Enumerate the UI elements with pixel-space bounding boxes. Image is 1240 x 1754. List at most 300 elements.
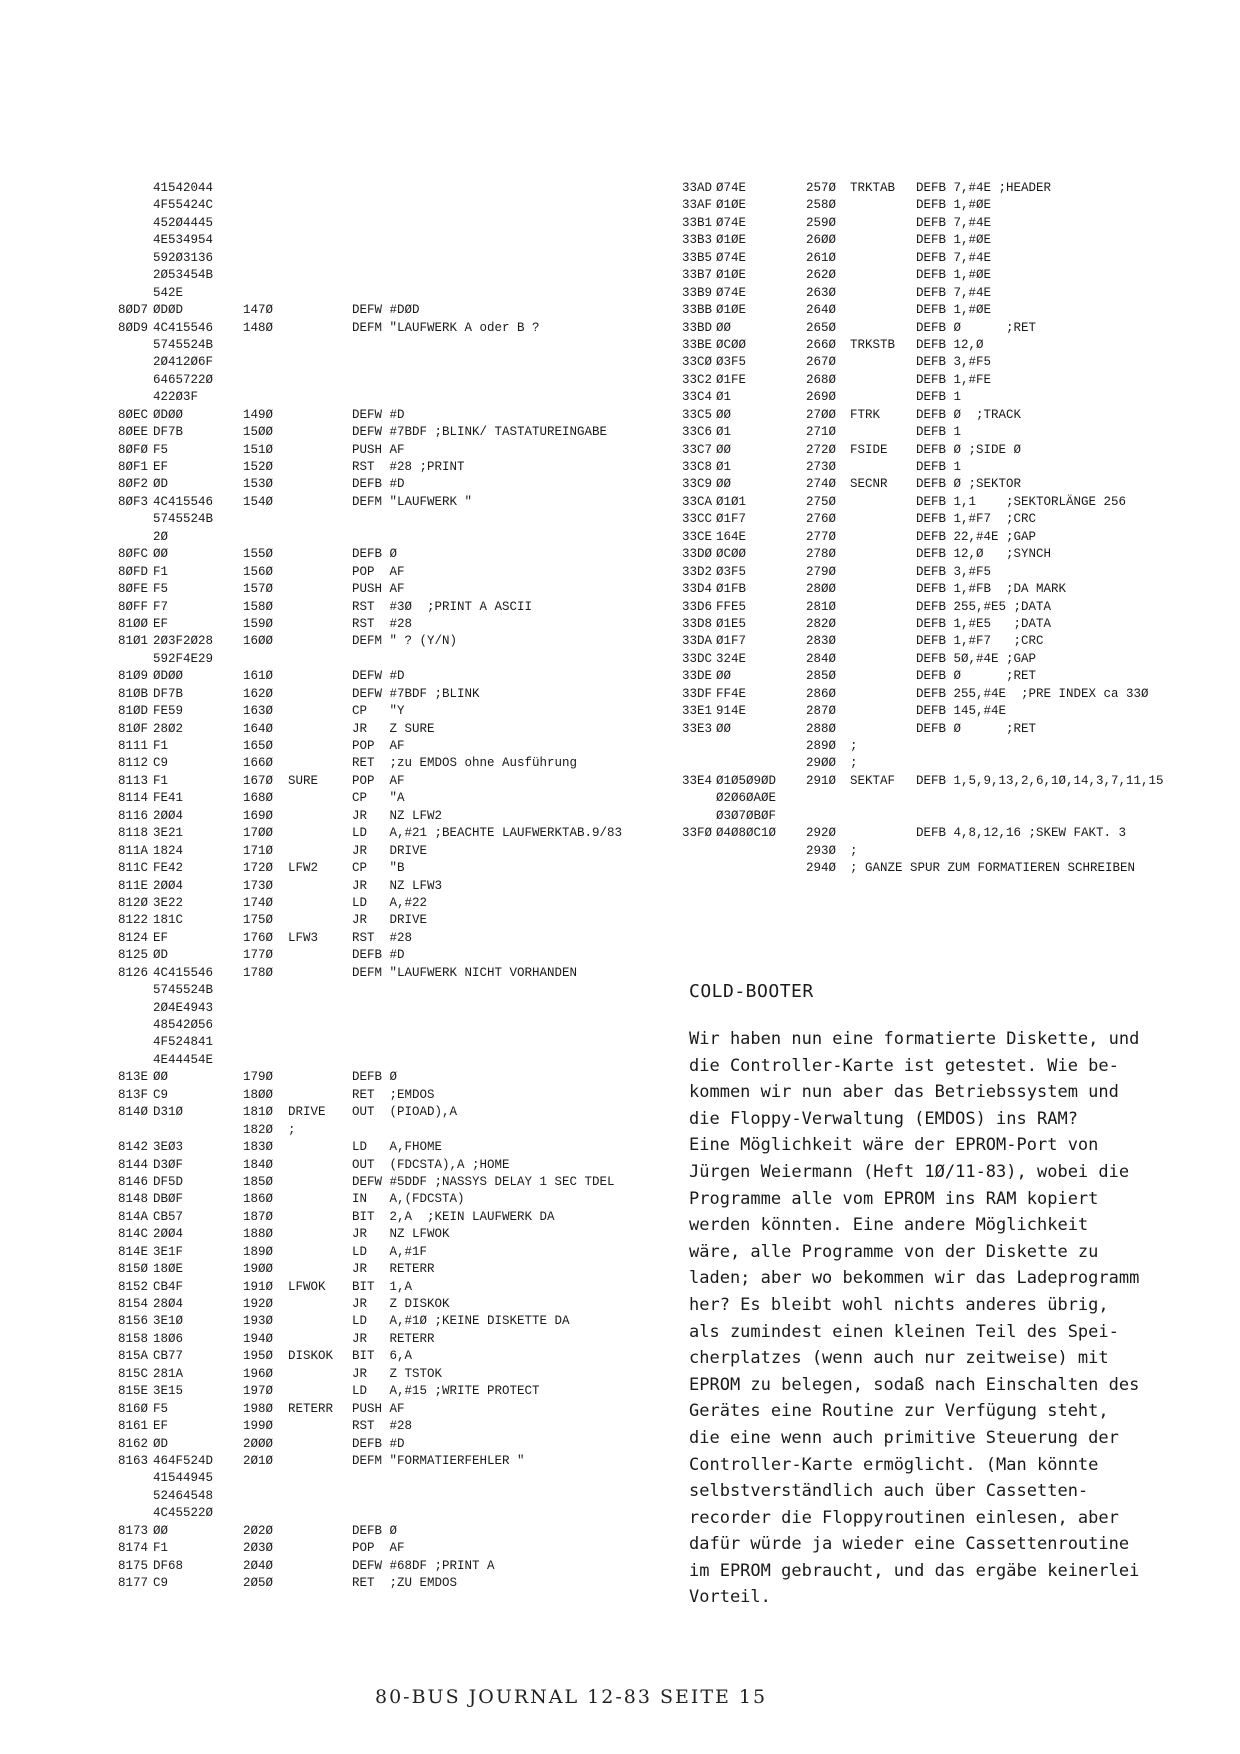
listing-src: DEFB 1,#F7 ;CRC	[916, 512, 1037, 527]
listing-line: 151Ø	[243, 442, 274, 457]
listing-addr: 81Ø1	[118, 634, 149, 649]
listing-addr: 8163	[118, 1453, 149, 1468]
listing-src: DEFB Ø ;RET	[916, 320, 1037, 335]
listing-code: 5745524B	[153, 983, 214, 998]
listing-line: 267Ø	[806, 355, 837, 370]
listing-line: 281Ø	[806, 599, 837, 614]
listing-addr: 33BD	[682, 320, 713, 335]
listing-code: ØØ	[716, 407, 732, 422]
listing-code: 324E	[716, 651, 747, 666]
listing-addr: 8154	[118, 1297, 149, 1311]
listing-line	[118, 1122, 678, 1139]
listing-addr: 8125	[118, 948, 149, 963]
listing-code: ØØ	[716, 442, 732, 457]
listing-line	[682, 721, 1202, 738]
listing-src: POP AF	[352, 564, 405, 579]
listing-code: F1	[153, 564, 169, 579]
listing-line	[682, 354, 1202, 371]
listing-addr: 815A	[118, 1349, 149, 1364]
listing-line: 286Ø	[806, 686, 837, 701]
listing-code: Ø1F7	[716, 634, 747, 649]
listing-code: ØØ	[716, 477, 732, 492]
listing-code: Ø1ØE	[716, 268, 747, 283]
listing-src: DEFB 12,Ø	[916, 337, 984, 352]
listing-line: 175Ø	[243, 913, 274, 928]
listing-src: DEFB 1,1 ;SEKTORLÄNGE 256	[916, 494, 1127, 509]
listing-line: 165Ø	[243, 739, 274, 753]
listing-code: 5745524B	[153, 512, 214, 527]
listing-src: DEFB 1,#FB ;DA MARK	[916, 582, 1067, 597]
listing-line: 272Ø	[806, 442, 837, 457]
listing-addr: 8ØFØ	[118, 442, 149, 457]
listing-code: F5	[153, 1401, 169, 1416]
listing-src: PUSH AF	[352, 1401, 405, 1416]
listing-line: 192Ø	[243, 1297, 274, 1311]
article-line: cherplatzes (wenn auch nur zeitweise) mit	[689, 1348, 1109, 1369]
listing-line	[118, 878, 678, 895]
listing-addr: 8111	[118, 739, 149, 753]
listing-addr: 8113	[118, 773, 149, 788]
listing-line: 265Ø	[806, 320, 837, 335]
listing-addr: 8162	[118, 1436, 149, 1451]
listing-addr: 8142	[118, 1140, 149, 1155]
listing-src: DEFB 1	[916, 425, 962, 440]
listing-src: LD A,#21 ;BEACHTE LAUFWERKTAB.9/83	[352, 826, 623, 841]
listing-line	[118, 1244, 678, 1261]
listing-addr: 81ØB	[118, 686, 149, 701]
listing-line	[682, 738, 1202, 755]
listing-src: RST #3Ø ;PRINT A ASCII	[352, 599, 533, 614]
listing-addr: 8124	[118, 930, 149, 945]
listing-code: 5745524B	[153, 337, 214, 352]
article-line: Controller-Karte ermöglicht. (Man könnte	[689, 1454, 1099, 1475]
listing-line	[682, 180, 1202, 197]
listing-addr: 33DA	[682, 634, 713, 649]
listing-line	[118, 180, 678, 197]
listing-src: DEFB 3,#F5	[916, 355, 992, 370]
listing-line: 197Ø	[243, 1384, 274, 1399]
listing-line: 199Ø	[243, 1419, 274, 1434]
listing-line	[118, 1139, 678, 1156]
listing-line	[682, 825, 1202, 842]
listing-src: DEFB Ø ;SIDE Ø	[916, 442, 1022, 457]
article-line: die eine wenn auch primitive Steuerung der	[689, 1427, 1119, 1448]
listing-addr: 33D2	[682, 564, 713, 579]
listing-code: 3E15	[153, 1384, 184, 1399]
listing-line	[118, 424, 678, 441]
listing-line	[118, 1087, 678, 1104]
listing-src: DEFB 4,8,12,16 ;SKEW FAKT. 3	[916, 826, 1127, 841]
listing-code: 3E21	[153, 826, 184, 841]
listing-line	[118, 546, 678, 563]
listing-src: DEFM "LAUFWERK NICHT VORHANDEN	[352, 965, 578, 980]
listing-code: 592Ø3136	[153, 250, 214, 265]
listing-line	[682, 197, 1202, 214]
listing-line: 273Ø	[806, 460, 837, 474]
listing-src: DEFW #DØD	[352, 303, 420, 318]
listing-src: DEFB Ø	[352, 1070, 398, 1085]
listing-src: OUT (PIOAD),A	[352, 1105, 458, 1120]
listing-line	[682, 267, 1202, 284]
listing-line: 268Ø	[806, 372, 837, 387]
listing-line	[682, 564, 1202, 581]
listing-addr: 8ØFC	[118, 547, 149, 562]
listing-line: 279Ø	[806, 564, 837, 579]
listing-src: JR DRIVE	[352, 843, 428, 858]
listing-src: DEFB 3,#F5	[916, 564, 992, 579]
listing-line: 269Ø	[806, 390, 837, 405]
section-heading: COLD-BOOTER	[689, 981, 814, 1002]
listing-addr: 8ØFD	[118, 564, 149, 579]
listing-addr: 33DC	[682, 651, 713, 666]
listing-src: DEFB #D	[352, 477, 405, 492]
listing-line: 167Ø	[243, 773, 274, 788]
listing-addr: 33AF	[682, 198, 713, 213]
listing-code: F1	[153, 773, 169, 788]
listing-code: 3E22	[153, 895, 184, 910]
listing-line	[118, 337, 678, 354]
listing-line	[118, 982, 678, 999]
listing-addr: 33B1	[682, 215, 713, 230]
listing-src: DEFB 22,#4E ;GAP	[916, 529, 1037, 544]
article-line: recorder die Floppyroutinen einlesen, aber	[689, 1507, 1119, 1528]
assembly-listing-left	[118, 180, 678, 1592]
listing-code: Ø74E	[716, 181, 747, 195]
listing-line: 158Ø	[243, 599, 274, 614]
listing-src: JR NZ LFW2	[352, 808, 443, 823]
listing-src: RET ;zu EMDOS ohne Ausführung	[352, 756, 578, 771]
listing-line	[118, 1052, 678, 1069]
listing-code: Ø3F5	[716, 355, 747, 370]
listing-addr: 8ØF3	[118, 494, 149, 509]
listing-addr: 815E	[118, 1384, 149, 1399]
listing-code: 2Ø3F2Ø28	[153, 634, 214, 649]
listing-line	[682, 511, 1202, 528]
listing-code: CB77	[153, 1349, 184, 1364]
listing-line	[682, 616, 1202, 633]
listing-line: 289Ø	[806, 739, 837, 753]
listing-line: 17ØØ	[243, 826, 274, 841]
listing-line	[682, 843, 1202, 860]
listing-src: RET ;ZU EMDOS	[352, 1576, 458, 1590]
listing-line	[118, 965, 678, 982]
article-line: Programme alle vom EPROM ins RAM kopiert	[689, 1188, 1099, 1209]
listing-line	[118, 1575, 678, 1592]
listing-addr: 816Ø	[118, 1401, 149, 1416]
listing-addr: 33D8	[682, 616, 713, 631]
listing-label: FSIDE	[850, 442, 888, 457]
listing-line	[682, 633, 1202, 650]
listing-line	[118, 825, 678, 842]
listing-line: 26ØØ	[806, 233, 837, 248]
listing-code: F5	[153, 582, 169, 597]
listing-addr: 33DØ	[682, 547, 713, 562]
listing-line	[118, 564, 678, 581]
listing-line: 185Ø	[243, 1174, 274, 1189]
listing-line: 189Ø	[243, 1244, 274, 1259]
listing-line: 154Ø	[243, 494, 274, 509]
listing-label: SECNR	[850, 477, 888, 492]
listing-line: 2Ø5Ø	[243, 1576, 274, 1590]
listing-code: 2Ø412Ø6F	[153, 355, 214, 370]
listing-line	[118, 1505, 678, 1522]
listing-addr: 8ØEE	[118, 425, 149, 440]
listing-addr: 8175	[118, 1558, 149, 1573]
listing-line: 271Ø	[806, 425, 837, 440]
listing-addr: 8177	[118, 1576, 149, 1590]
listing-addr: 33BB	[682, 303, 713, 318]
listing-code: 48542Ø56	[153, 1018, 214, 1032]
listing-code: 2Ø4E4943	[153, 1000, 214, 1015]
listing-src: DEFB Ø ;SEKTOR	[916, 477, 1022, 492]
listing-src: DEFW #D	[352, 669, 405, 684]
listing-code: EF	[153, 930, 169, 945]
listing-line	[118, 1157, 678, 1174]
listing-line: 18ØØ	[243, 1087, 274, 1102]
listing-src: DEFB 7,#4E	[916, 250, 992, 265]
listing-addr: 33CC	[682, 512, 713, 527]
listing-line	[118, 197, 678, 214]
listing-src: DEFB 1,#ØE	[916, 303, 992, 318]
listing-code: 464F524D	[153, 1453, 214, 1468]
listing-code: 2ØØ4	[153, 1227, 184, 1242]
listing-addr: 33DE	[682, 669, 713, 684]
listing-code: 3EØ3	[153, 1140, 184, 1155]
listing-src: PUSH AF	[352, 442, 405, 457]
listing-code: EF	[153, 1419, 169, 1434]
listing-line	[682, 668, 1202, 685]
article-line: die Floppy-Verwaltung (EMDOS) ins RAM?	[689, 1108, 1078, 1129]
listing-src: DEFB 12,Ø ;SYNCH	[916, 547, 1052, 562]
listing-line: 288Ø	[806, 721, 837, 736]
listing-addr: 811C	[118, 861, 149, 876]
listing-code: F1	[153, 739, 169, 753]
listing-line	[682, 476, 1202, 493]
listing-code: 41542044	[153, 181, 214, 195]
listing-addr: 811E	[118, 878, 149, 893]
listing-line	[118, 668, 678, 685]
listing-src: POP AF	[352, 1541, 405, 1556]
listing-addr: 8ØD9	[118, 320, 149, 335]
listing-addr: 814E	[118, 1244, 149, 1259]
listing-addr: 8ØD7	[118, 303, 149, 318]
listing-line: 16ØØ	[243, 634, 274, 649]
listing-code: FE42	[153, 861, 184, 876]
listing-addr: 33CE	[682, 529, 713, 544]
listing-label: DISKOK	[288, 1349, 334, 1364]
listing-addr: 33D4	[682, 582, 713, 597]
listing-line	[682, 442, 1202, 459]
listing-addr: 33FØ	[682, 826, 713, 841]
listing-src: RST #28	[352, 616, 413, 631]
listing-line	[118, 1523, 678, 1540]
listing-src: DEFB Ø	[352, 547, 398, 562]
listing-line: 186Ø	[243, 1192, 274, 1207]
listing-src: JR Z DISKOK	[352, 1297, 450, 1311]
listing-code: DF7B	[153, 686, 184, 701]
listing-line	[682, 337, 1202, 354]
listing-line	[118, 1226, 678, 1243]
listing-line: 198Ø	[243, 1401, 274, 1416]
listing-line	[682, 529, 1202, 546]
listing-addr: 812Ø	[118, 895, 149, 910]
listing-addr: 33B7	[682, 268, 713, 283]
listing-addr: 814A	[118, 1209, 149, 1224]
listing-addr: 33C6	[682, 425, 713, 440]
listing-line: 259Ø	[806, 215, 837, 230]
listing-line	[682, 302, 1202, 319]
article-line: die Controller-Karte ist getestet. Wie be-	[689, 1055, 1119, 1076]
listing-line	[682, 424, 1202, 441]
article-line: Jürgen Weiermann (Heft 1Ø/11-83), wobei die	[689, 1161, 1130, 1182]
listing-src: DEFW #68DF ;PRINT A	[352, 1558, 495, 1573]
listing-code: ØDØØ	[153, 407, 184, 422]
listing-src: JR RETERR	[352, 1331, 435, 1346]
listing-line	[682, 546, 1202, 563]
listing-code: D31Ø	[153, 1105, 184, 1120]
listing-label: LFW2	[288, 861, 319, 876]
article-line: EPROM zu belegen, sodaß nach Einschalten des	[689, 1374, 1140, 1395]
listing-code: FE41	[153, 791, 184, 806]
listing-code: C9	[153, 756, 169, 771]
listing-src: CP "B	[352, 861, 405, 876]
listing-addr: 33DF	[682, 686, 713, 701]
listing-code: ØØ	[716, 721, 732, 736]
listing-line: 2ØØØ	[243, 1436, 274, 1451]
listing-label: ;	[850, 739, 858, 753]
listing-src: DEFB 1,#F7 ;CRC	[916, 634, 1044, 649]
article-line: im EPROM gebraucht, und das ergäbe keinerlei	[689, 1560, 1140, 1581]
listing-addr: 8ØFE	[118, 582, 149, 597]
listing-line	[118, 1436, 678, 1453]
listing-line	[118, 476, 678, 493]
listing-line	[118, 895, 678, 912]
listing-src: DEFB 145,#4E	[916, 704, 1007, 719]
listing-line	[118, 494, 678, 511]
listing-src: POP AF	[352, 773, 405, 788]
listing-line	[118, 1279, 678, 1296]
listing-line	[682, 651, 1202, 668]
listing-src: POP AF	[352, 739, 405, 753]
listing-line: 161Ø	[243, 669, 274, 684]
listing-code: 2Ø	[153, 529, 169, 544]
listing-code: 4E534954	[153, 233, 214, 248]
listing-line	[682, 372, 1202, 389]
listing-code: 181C	[153, 913, 184, 928]
listing-line	[682, 459, 1202, 476]
listing-code: Ø4Ø8ØC1Ø	[716, 826, 777, 841]
listing-code: DBØF	[153, 1192, 184, 1207]
listing-src: JR NZ LFWOK	[352, 1227, 450, 1242]
listing-line: 2Ø4Ø	[243, 1558, 274, 1573]
listing-label: FTRK	[850, 407, 881, 422]
listing-code: ØD	[153, 477, 169, 492]
listing-line	[118, 1453, 678, 1470]
listing-code: 4E44454E	[153, 1052, 214, 1067]
listing-line: 184Ø	[243, 1157, 274, 1172]
listing-src: JR RETERR	[352, 1262, 435, 1277]
listing-code: Ø1ØE	[716, 198, 747, 213]
listing-src: BIT 1,A	[352, 1279, 413, 1294]
listing-line	[118, 808, 678, 825]
listing-line	[118, 1558, 678, 1575]
listing-code: ØØ	[716, 320, 732, 335]
listing-line	[118, 511, 678, 528]
listing-code: 2ØØ4	[153, 808, 184, 823]
listing-code: Ø1	[716, 390, 732, 405]
listing-addr: 33B3	[682, 233, 713, 248]
listing-code: DF5D	[153, 1174, 184, 1189]
listing-code: Ø2Ø6ØAØE	[716, 791, 777, 806]
listing-line	[682, 320, 1202, 337]
article-line: Vorteil.	[689, 1587, 771, 1608]
listing-code: 281A	[153, 1366, 184, 1381]
listing-code: 4F524841	[153, 1035, 214, 1050]
listing-line: 159Ø	[243, 616, 274, 631]
listing-line	[118, 686, 678, 703]
listing-line: 28ØØ	[806, 582, 837, 597]
listing-code: Ø74E	[716, 215, 747, 230]
listing-line: 276Ø	[806, 512, 837, 527]
listing-code: ØØ	[716, 669, 732, 684]
listing-code: ØCØØ	[716, 337, 747, 352]
listing-line	[682, 703, 1202, 720]
listing-line	[118, 1383, 678, 1400]
listing-code: ØØ	[153, 1070, 169, 1085]
listing-line: 2Ø2Ø	[243, 1523, 274, 1538]
listing-line: 2Ø3Ø	[243, 1541, 274, 1556]
listing-src: OUT (FDCSTA),A ;HOME	[352, 1157, 510, 1172]
listing-line: 147Ø	[243, 303, 274, 318]
listing-addr: 8ØEC	[118, 407, 149, 422]
listing-addr: 33C7	[682, 442, 713, 457]
listing-line: 292Ø	[806, 826, 837, 841]
listing-src: CP "Y	[352, 704, 405, 719]
listing-src: DEFB 7,#4E ;HEADER	[916, 181, 1052, 195]
listing-code: ØD	[153, 948, 169, 963]
article-line: selbstverständlich auch über Cassetten-	[689, 1481, 1089, 1502]
listing-addr: 33E1	[682, 704, 713, 719]
listing-src: LD A,#1Ø ;KEINE DISKETTE DA	[352, 1314, 570, 1329]
listing-line: 155Ø	[243, 547, 274, 562]
listing-line: 261Ø	[806, 250, 837, 265]
listing-addr: 8173	[118, 1523, 149, 1538]
listing-code: EF	[153, 460, 169, 474]
listing-line	[118, 790, 678, 807]
listing-code: 18ØE	[153, 1262, 184, 1277]
listing-code: 4C415546	[153, 494, 214, 509]
listing-line: 171Ø	[243, 843, 274, 858]
article-line: kommen wir nun aber das Betriebssystem und	[689, 1082, 1119, 1103]
listing-line	[118, 1313, 678, 1330]
listing-src: DEFB 1	[916, 390, 962, 405]
listing-label: TRKTAB	[850, 181, 896, 195]
listing-src: RST #28	[352, 1419, 413, 1434]
listing-addr: 33C8	[682, 460, 713, 474]
assembly-listing-right	[682, 180, 1202, 878]
listing-line	[118, 1418, 678, 1435]
listing-src: JR Z TSTOK	[352, 1366, 443, 1381]
listing-line: 287Ø	[806, 704, 837, 719]
listing-line	[118, 721, 678, 738]
listing-src: LD A,#15 ;WRITE PROTECT	[352, 1384, 540, 1399]
listing-addr: 33C4	[682, 390, 713, 405]
listing-code: 28Ø2	[153, 721, 184, 736]
listing-src: DEFB 7,#4E	[916, 285, 992, 300]
listing-line: 174Ø	[243, 895, 274, 910]
listing-line	[118, 354, 678, 371]
listing-code: F7	[153, 599, 169, 614]
